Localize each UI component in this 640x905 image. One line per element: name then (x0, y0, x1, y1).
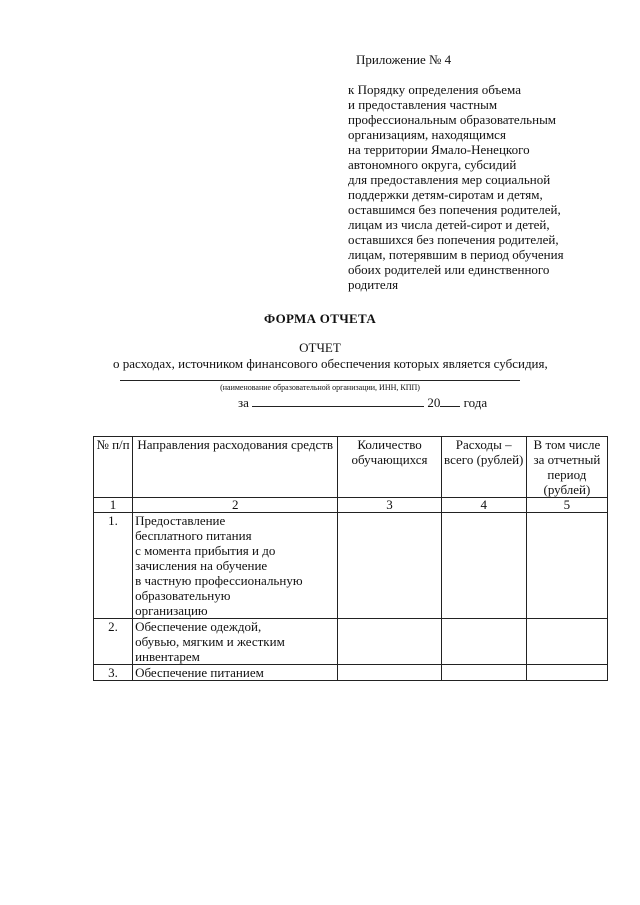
direction-line: в частную профессиональную (135, 573, 303, 588)
column-index: 5 (526, 498, 607, 513)
row-expenses-cell (441, 619, 526, 665)
column-index-row (94, 498, 608, 513)
appendix-line: для предоставления мер социальной (348, 172, 551, 187)
appendix-line: профессиональным образовательным (348, 112, 557, 127)
direction-line: инвентарем (135, 649, 200, 664)
row-number: 1. (94, 513, 133, 619)
direction-line: Предоставление (135, 513, 226, 528)
row-number: 3. (94, 665, 133, 681)
row-expenses-cell (441, 513, 526, 619)
row-count-cell (338, 619, 441, 665)
header-period: В том числе за отчетный период (рублей) (526, 437, 607, 498)
appendix-line: на территории Ямало-Ненецкого (348, 142, 530, 157)
table-header-row (94, 437, 608, 498)
row-direction (133, 619, 338, 665)
row-number: 2. (94, 619, 133, 665)
direction-line: образовательную (135, 588, 231, 603)
appendix-line: обоих родителей или единственного (348, 262, 550, 277)
row-period-cell (526, 665, 607, 681)
row-direction (133, 665, 338, 681)
appendix-line: к Порядку определения объема (348, 82, 521, 97)
direction-line: Обеспечение одеждой, (135, 619, 262, 634)
direction-line: организацию (135, 603, 208, 618)
table-row (94, 665, 608, 681)
direction-line: обувью, мягким и жестким (135, 634, 285, 649)
row-direction (133, 513, 338, 619)
appendix-line: лицам, потерявшим в период обучения (348, 247, 564, 262)
appendix-line: и предоставления частным (348, 97, 498, 112)
form-title: ФОРМА ОТЧЕТА (263, 311, 377, 326)
row-expenses-cell (441, 665, 526, 681)
row-period-cell (526, 619, 607, 665)
header-expenses: Расходы – всего (рублей) (441, 437, 526, 498)
direction-line: с момента прибытия и до (135, 543, 276, 558)
appendix-line: автономного округа, субсидий (348, 157, 517, 172)
organization-caption: (наименование образовательной организации, ИНН, КПП) (220, 383, 420, 392)
appendix-block (348, 82, 618, 292)
direction-line: зачисления на обучение (135, 558, 268, 573)
report-table (93, 436, 608, 681)
row-period-cell (526, 513, 607, 619)
column-index: 2 (133, 498, 338, 513)
header-count: Количество обучающихся (338, 437, 441, 498)
report-heading: ОТЧЕТ (299, 340, 341, 355)
header-direction: Направления расходования средств (133, 437, 338, 498)
table-row (94, 619, 608, 665)
period-suffix: года (463, 395, 488, 410)
row-count-cell (338, 513, 441, 619)
appendix-line: оставшимся без попечения родителей, (348, 202, 561, 217)
direction-line: Обеспечение питанием (135, 665, 264, 680)
appendix-line: организациям, находящимся (348, 127, 506, 142)
appendix-title: Приложение № 4 (356, 52, 452, 67)
column-index: 4 (441, 498, 526, 513)
direction-line: бесплатного питания (135, 528, 252, 543)
period-year: 20 (427, 395, 441, 410)
appendix-line: оставшихся без попечения родителей, (348, 232, 559, 247)
table-row (94, 513, 608, 619)
header-num: № п/п (94, 437, 133, 498)
period-prefix: за (238, 395, 249, 410)
organization-name-line (120, 380, 520, 381)
report-subject: о расходах, источником финансового обеспечения которых является субсидия, (113, 356, 548, 371)
report-period-row (238, 394, 487, 411)
period-blank (252, 394, 424, 407)
appendix-line: лицам из числа детей-сирот и детей, (348, 217, 550, 232)
column-index: 1 (94, 498, 133, 513)
appendix-line: родителя (348, 277, 399, 292)
column-index: 3 (338, 498, 441, 513)
appendix-line: поддержки детям-сиротам и детям, (348, 187, 543, 202)
year-blank (440, 394, 460, 407)
row-count-cell (338, 665, 441, 681)
